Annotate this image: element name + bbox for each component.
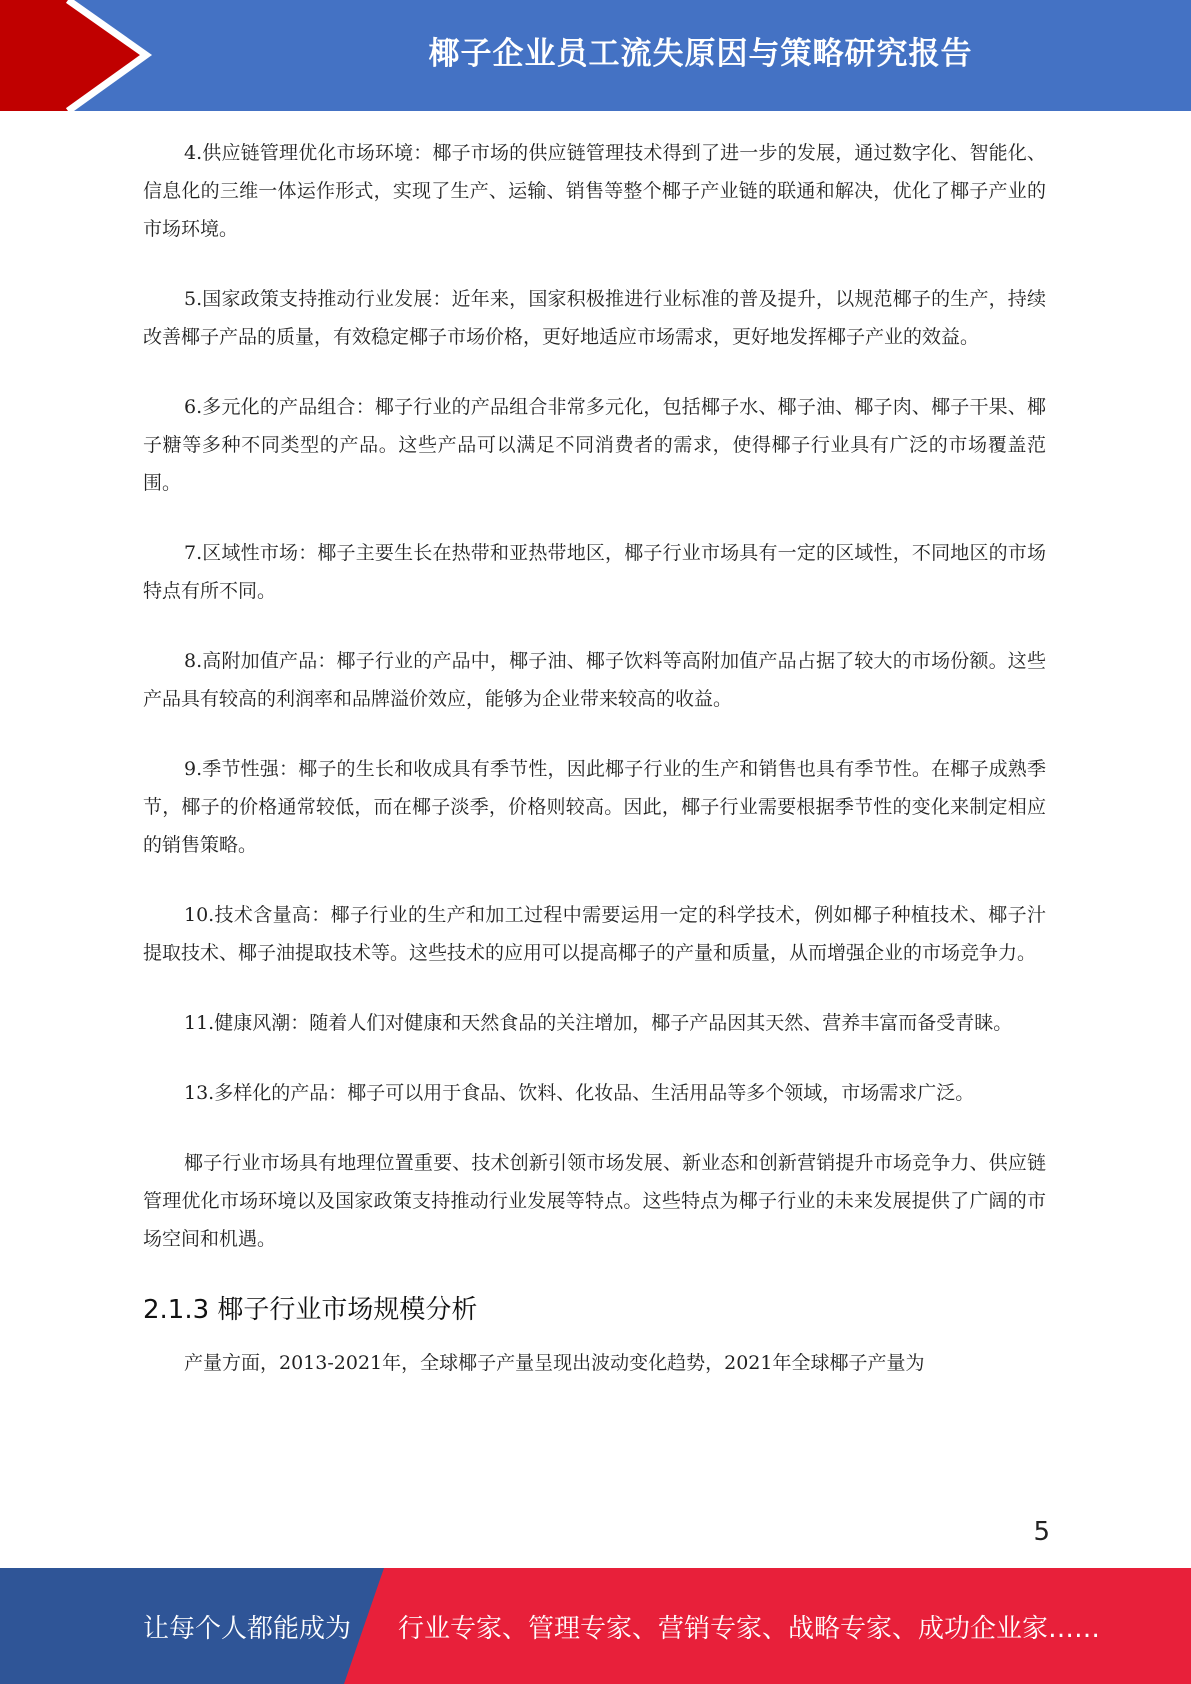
footer-slogan-left: 让每个人都能成为 [143, 1613, 352, 1644]
paragraph-item-10: 10.技术含量高：椰子行业的生产和加工过程中需要运用一定的科学技术，例如椰子种植技术、椰子汁提取技术、椰子油提取技术等。这些技术的应用可以提高椰子的产量和质量，从而增强企业的市场竞争力。 [143, 904, 1046, 964]
page-footer [0, 1568, 1191, 1684]
page-number: 5 [1033, 1517, 1050, 1547]
page-header [0, 0, 1191, 111]
paragraph-item-13: 13.多样化的产品：椰子可以用于食品、饮料、化妆品、生活用品等多个领域，市场需求广泛。 [184, 1082, 975, 1104]
paragraph-item-9: 9.季节性强：椰子的生长和收成具有季节性，因此椰子行业的生产和销售也具有季节性。在椰子成熟季节，椰子的价格通常较低，而在椰子淡季，价格则较高。因此，椰子行业需要根据季节性的变化来制定相应的销售策略。 [143, 758, 1046, 856]
paragraph-item-7: 7.区域性市场：椰子主要生长在热带和亚热带地区，椰子行业市场具有一定的区域性，不同地区的市场特点有所不同。 [143, 542, 1046, 602]
section-heading: 2.1.3 椰子行业市场规模分析 [143, 1295, 478, 1325]
paragraph-item-4: 4.供应链管理优化市场环境：椰子市场的供应链管理技术得到了进一步的发展，通过数字化、智能化、信息化的三维一体运作形式，实现了生产、运输、销售等整个椰子产业链的联通和解决，优化了椰子产业的市场环境。 [143, 142, 1046, 240]
footer-slogan-right: 行业专家、管理专家、营销专家、战略专家、成功企业家…… [398, 1613, 1101, 1644]
document-title: 椰子企业员工流失原因与策略研究报告 [428, 35, 973, 72]
paragraph-item-11: 11.健康风潮：随着人们对健康和天然食品的关注增加，椰子产品因其天然、营养丰富而备受青睐。 [184, 1012, 1013, 1034]
paragraph-item-5: 5.国家政策支持推动行业发展：近年来，国家积极推进行业标准的普及提升，以规范椰子的生产，持续改善椰子产品的质量，有效稳定椰子市场价格，更好地适应市场需求，更好地发挥椰子产业的效益。 [143, 288, 1046, 348]
document-body [143, 134, 1046, 1414]
section-first-paragraph: 产量方面，2013-2021年，全球椰子产量呈现出波动变化趋势，2021年全球椰子产量为 [184, 1352, 925, 1374]
paragraph-item-8: 8.高附加值产品：椰子行业的产品中，椰子油、椰子饮料等高附加值产品占据了较大的市场份额。这些产品具有较高的利润率和品牌溢价效应，能够为企业带来较高的收益。 [143, 650, 1046, 710]
summary-paragraph: 椰子行业市场具有地理位置重要、技术创新引领市场发展、新业态和创新营销提升市场竞争力、供应链管理优化市场环境以及国家政策支持推动行业发展等特点。这些特点为椰子行业的未来发展提供了广阔的市场空间和机遇。 [143, 1152, 1046, 1250]
paragraph-item-6: 6.多元化的产品组合：椰子行业的产品组合非常多元化，包括椰子水、椰子油、椰子肉、椰子干果、椰子糖等多种不同类型的产品。这些产品可以满足不同消费者的需求，使得椰子行业具有广泛的市场覆盖范围。 [143, 396, 1046, 494]
